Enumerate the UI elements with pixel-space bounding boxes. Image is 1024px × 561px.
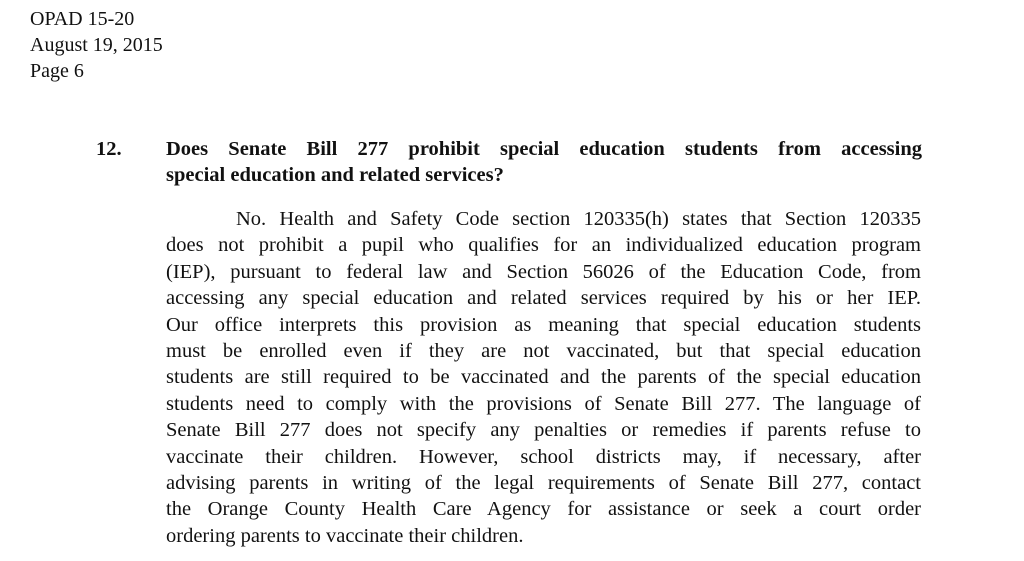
answer-line: Senate Bill 277 does not specify any penalties or remedies if parents refuse to [166,419,921,442]
question-number: 12. [96,138,122,160]
answer-line: students are still required to be vaccinated and the parents of the special education [166,366,921,389]
answer-line: accessing any special education and related services required by his or her IEP. [166,287,921,310]
answer-line: (IEP), pursuant to federal law and Section 56026 of the Education Code, from [166,260,921,283]
answer-line: vaccinate their children. However, school districts may, if necessary, after [166,445,921,468]
question-line: special education and related services? [166,164,504,187]
answer-line: must be enrolled even if they are not vaccinated, but that special education [166,339,921,362]
document-date: August 19, 2015 [30,34,163,56]
answer-line: ordering parents to vaccinate their children. [166,524,524,547]
question-text [166,136,922,189]
answer-line: advising parents in writing of the legal requirements of Senate Bill 277, contact [166,471,921,494]
question-line: Does Senate Bill 277 prohibit special education students from accessing [166,138,922,160]
answer-line: the Orange County Health Care Agency for assistance or seek a court order [166,498,921,521]
answer-line: Our office interprets this provision as meaning that special education students [166,313,921,336]
document-header [30,6,163,84]
answer-line: does not prohibit a pupil who qualifies for an individualized education program [166,234,921,257]
page-number: Page 6 [30,60,84,82]
answer-paragraph [166,206,921,549]
answer-line: students need to comply with the provisions of Senate Bill 277. The language of [166,392,921,415]
question-12 [96,136,922,189]
document-id: OPAD 15-20 [30,8,135,30]
answer-line: No. Health and Safety Code section 120335(h) states that Section 120335 [236,208,921,230]
